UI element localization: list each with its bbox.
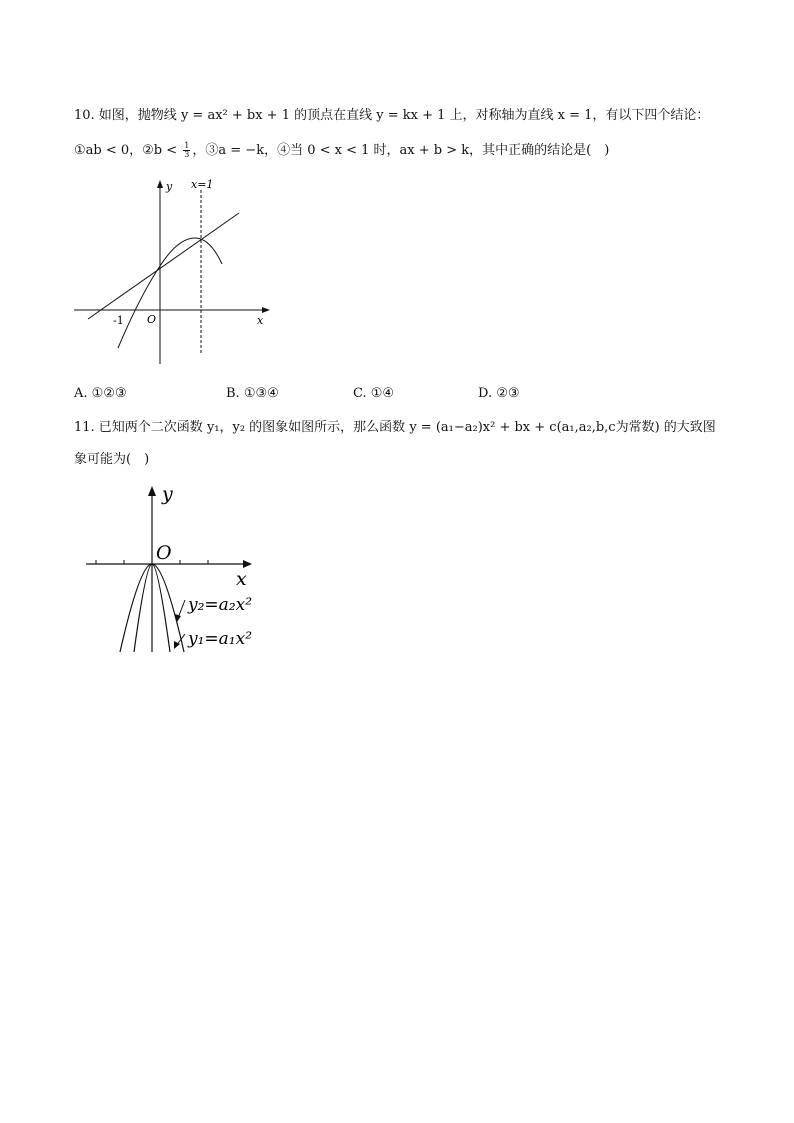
q10-statement-line2 xyxy=(74,139,609,159)
q10-graph xyxy=(70,176,280,368)
q11-y-axis-label: y xyxy=(162,483,173,505)
fraction-denominator: 3 xyxy=(184,150,190,159)
q11-x-axis-label: x xyxy=(236,568,247,590)
q10-statement-part-a: ①ab < 0，②b < xyxy=(74,143,182,158)
q11-graph xyxy=(82,482,282,656)
fraction-numerator: 1 xyxy=(184,141,190,150)
q10-y-axis-label: y xyxy=(166,180,173,193)
y2-curve-label: y₂=a₂x² xyxy=(188,595,253,615)
q10-statement-part-b: ，③a = −k，④当 0 < x < 1 时，ax + b > k，其中正确的结论是( ) xyxy=(192,143,610,158)
option-b[interactable]: B. ①③④ xyxy=(226,386,279,401)
parabola-curve xyxy=(118,238,222,348)
q11-origin-label: O xyxy=(156,542,172,564)
q11-statement-line2: 象可能为( ) xyxy=(74,452,150,467)
q10-x-axis-label: x xyxy=(257,314,264,327)
q11-statement-line1: 11. 已知两个二次函数 y₁，y₂ 的图象如图所示，那么函数 y = (a₁−a₂)x² + bx + c(a₁,a₂,b,c为常数) 的大致图 xyxy=(74,420,716,435)
q10-statement-line1: 10. 如图，抛物线 y = ax² + bx + 1 的顶点在直线 y = kx + 1 上，对称轴为直线 x = 1，有以下四个结论： xyxy=(74,108,710,123)
option-d[interactable]: D. ②③ xyxy=(478,386,520,401)
y2-pointer-arrow xyxy=(178,600,185,618)
one-third-fraction xyxy=(183,142,190,159)
q10-origin-label: O xyxy=(147,313,157,326)
q10-neg-one-label: -1 xyxy=(113,314,124,327)
y-axis-arrow-icon xyxy=(157,180,163,188)
x-axis-arrow-icon xyxy=(243,560,252,568)
y-axis-arrow-icon xyxy=(148,486,156,496)
option-c[interactable]: C. ①④ xyxy=(353,386,395,401)
option-a[interactable]: A. ①②③ xyxy=(74,386,127,401)
line-y-kx-plus-1 xyxy=(88,213,239,319)
y1-curve-label: y₁=a₁x² xyxy=(188,629,253,649)
q10-symmetry-label: x=1 xyxy=(191,178,214,191)
x-axis-arrow-icon xyxy=(262,307,270,313)
